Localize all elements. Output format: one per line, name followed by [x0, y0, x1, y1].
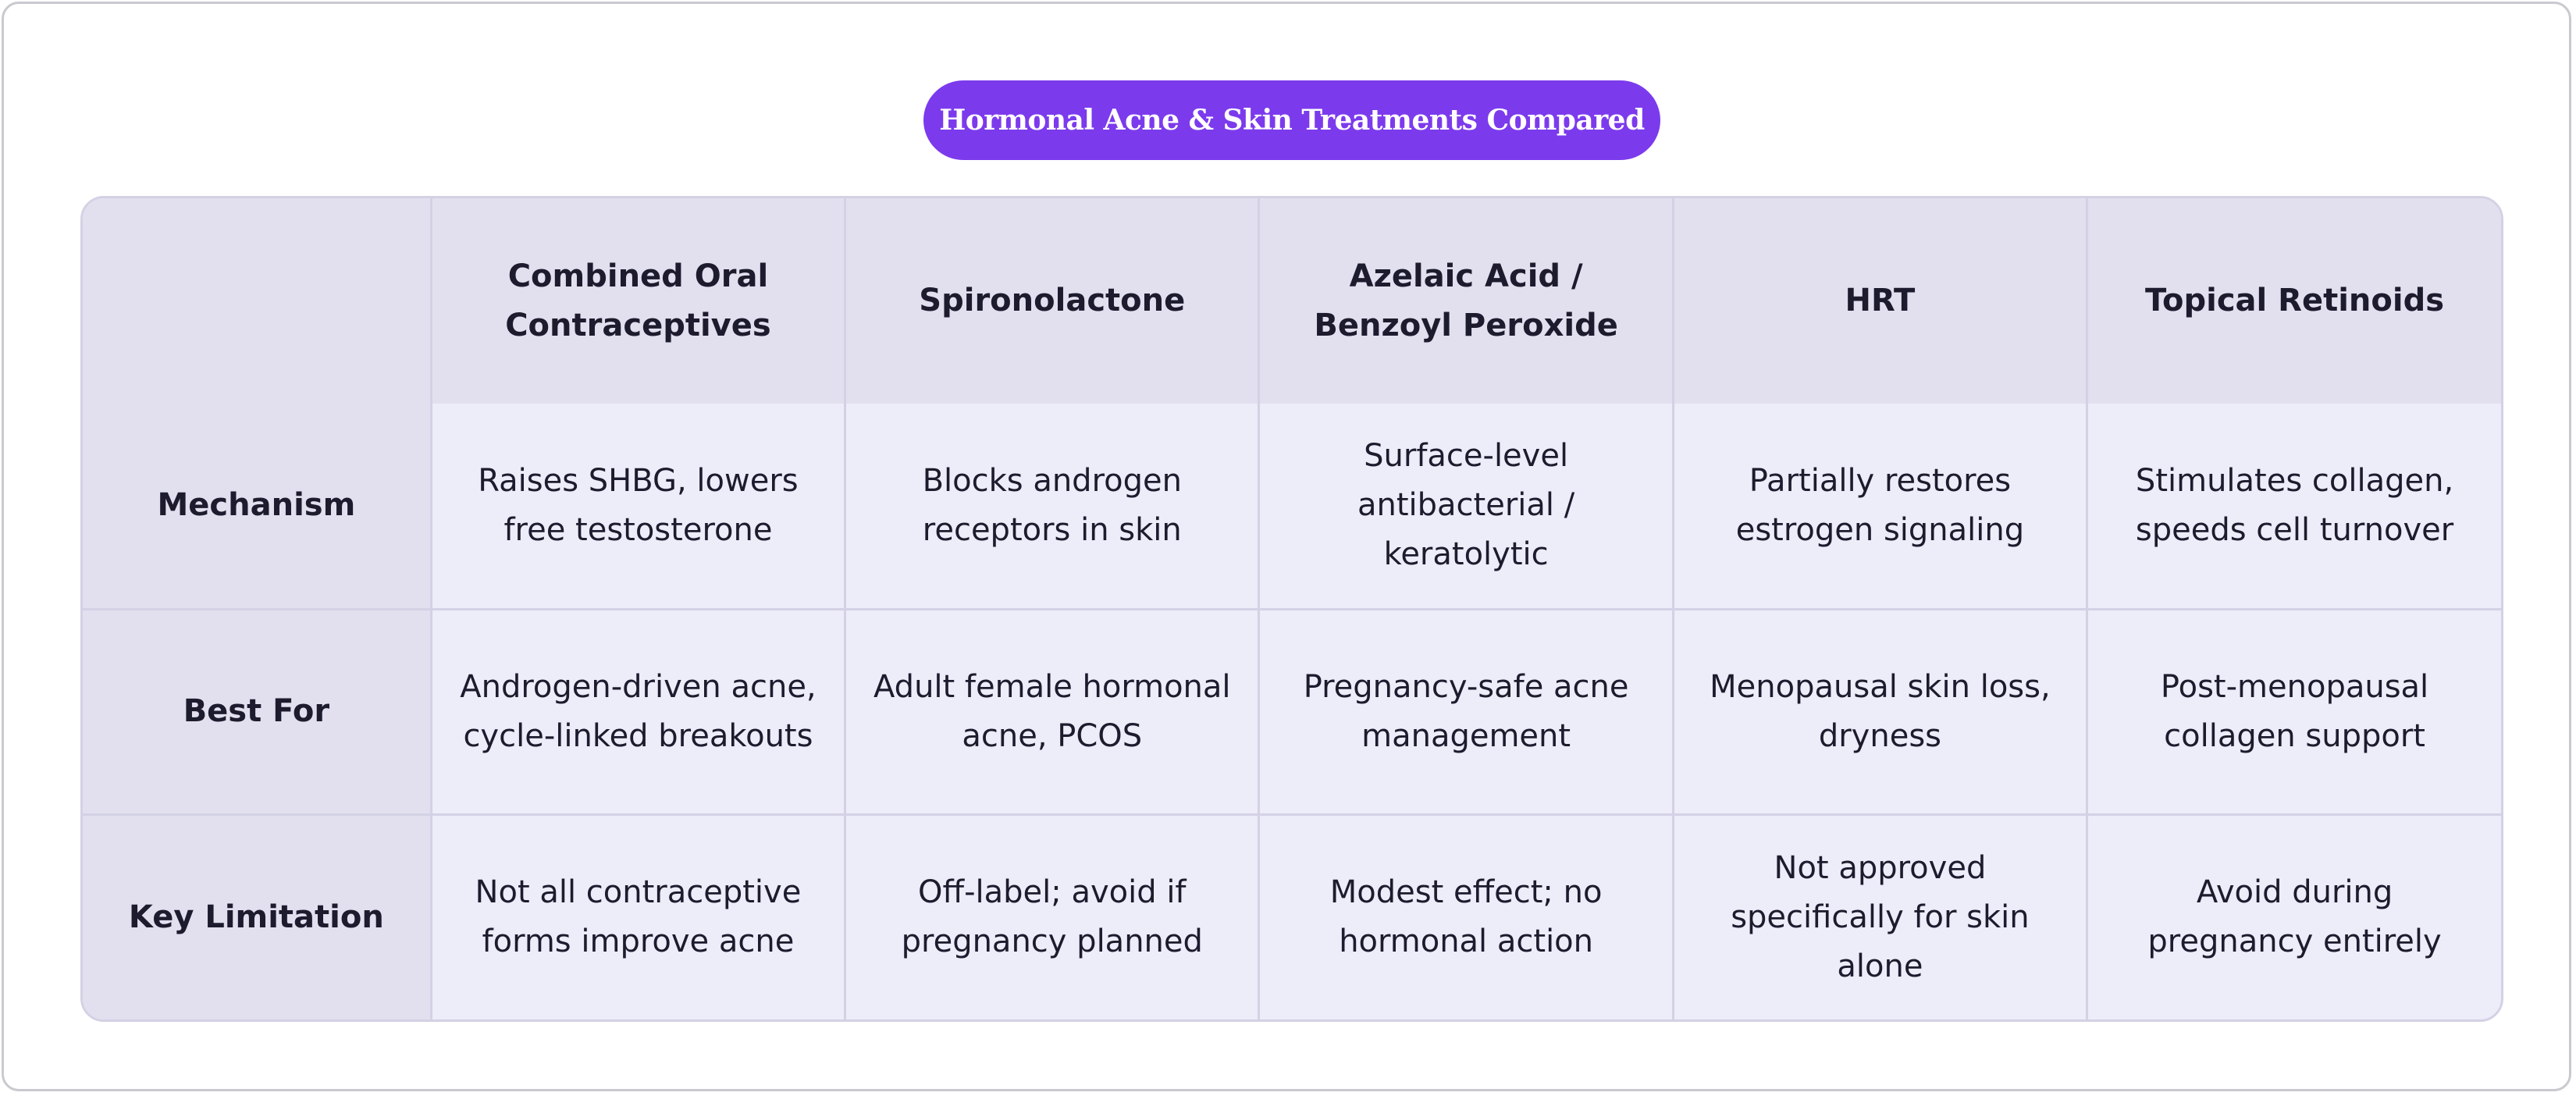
row-header: Best For: [83, 609, 431, 814]
table-header-row: [83, 198, 2501, 404]
table-cell: Not approved specifically for skin alone: [1673, 814, 2087, 1019]
table-cell: Menopausal skin loss, dryness: [1673, 609, 2087, 814]
comparison-table-container: [80, 196, 2503, 1022]
table-row: [83, 814, 2501, 1019]
table-cell: Post-menopausal collagen support: [2087, 609, 2501, 814]
table-row: [83, 609, 2501, 814]
column-header: Topical Retinoids: [2087, 198, 2501, 404]
table-cell: Blocks androgen receptors in skin: [845, 404, 1259, 609]
corner-cell: [83, 198, 431, 404]
column-header: Azelaic Acid / Benzoyl Peroxide: [1259, 198, 1673, 404]
page-frame: [2, 2, 2571, 1091]
table-cell: Raises SHBG, lowers free testosterone: [431, 404, 845, 609]
table-cell: Pregnancy-safe acne management: [1259, 609, 1673, 814]
table-cell: Modest effect; no hormonal action: [1259, 814, 1673, 1019]
comparison-table: [83, 198, 2501, 1019]
column-header: Spironolactone: [845, 198, 1259, 404]
table-cell: Not all contraceptive forms improve acne: [431, 814, 845, 1019]
table-cell: Off-label; avoid if pregnancy planned: [845, 814, 1259, 1019]
table-row: [83, 404, 2501, 609]
table-cell: Adult female hormonal acne, PCOS: [845, 609, 1259, 814]
table-cell: Avoid during pregnancy entirely: [2087, 814, 2501, 1019]
page-title: Hormonal Acne & Skin Treatments Compared: [923, 80, 1660, 160]
row-header: Mechanism: [83, 404, 431, 609]
column-header: Combined Oral Contraceptives: [431, 198, 845, 404]
column-header: HRT: [1673, 198, 2087, 404]
row-header: Key Limitation: [83, 814, 431, 1019]
table-cell: Surface-level antibacterial / keratolytic: [1259, 404, 1673, 609]
table-cell: Stimulates collagen, speeds cell turnover: [2087, 404, 2501, 609]
table-cell: Partially restores estrogen signaling: [1673, 404, 2087, 609]
table-cell: Androgen-driven acne, cycle-linked breakouts: [431, 609, 845, 814]
